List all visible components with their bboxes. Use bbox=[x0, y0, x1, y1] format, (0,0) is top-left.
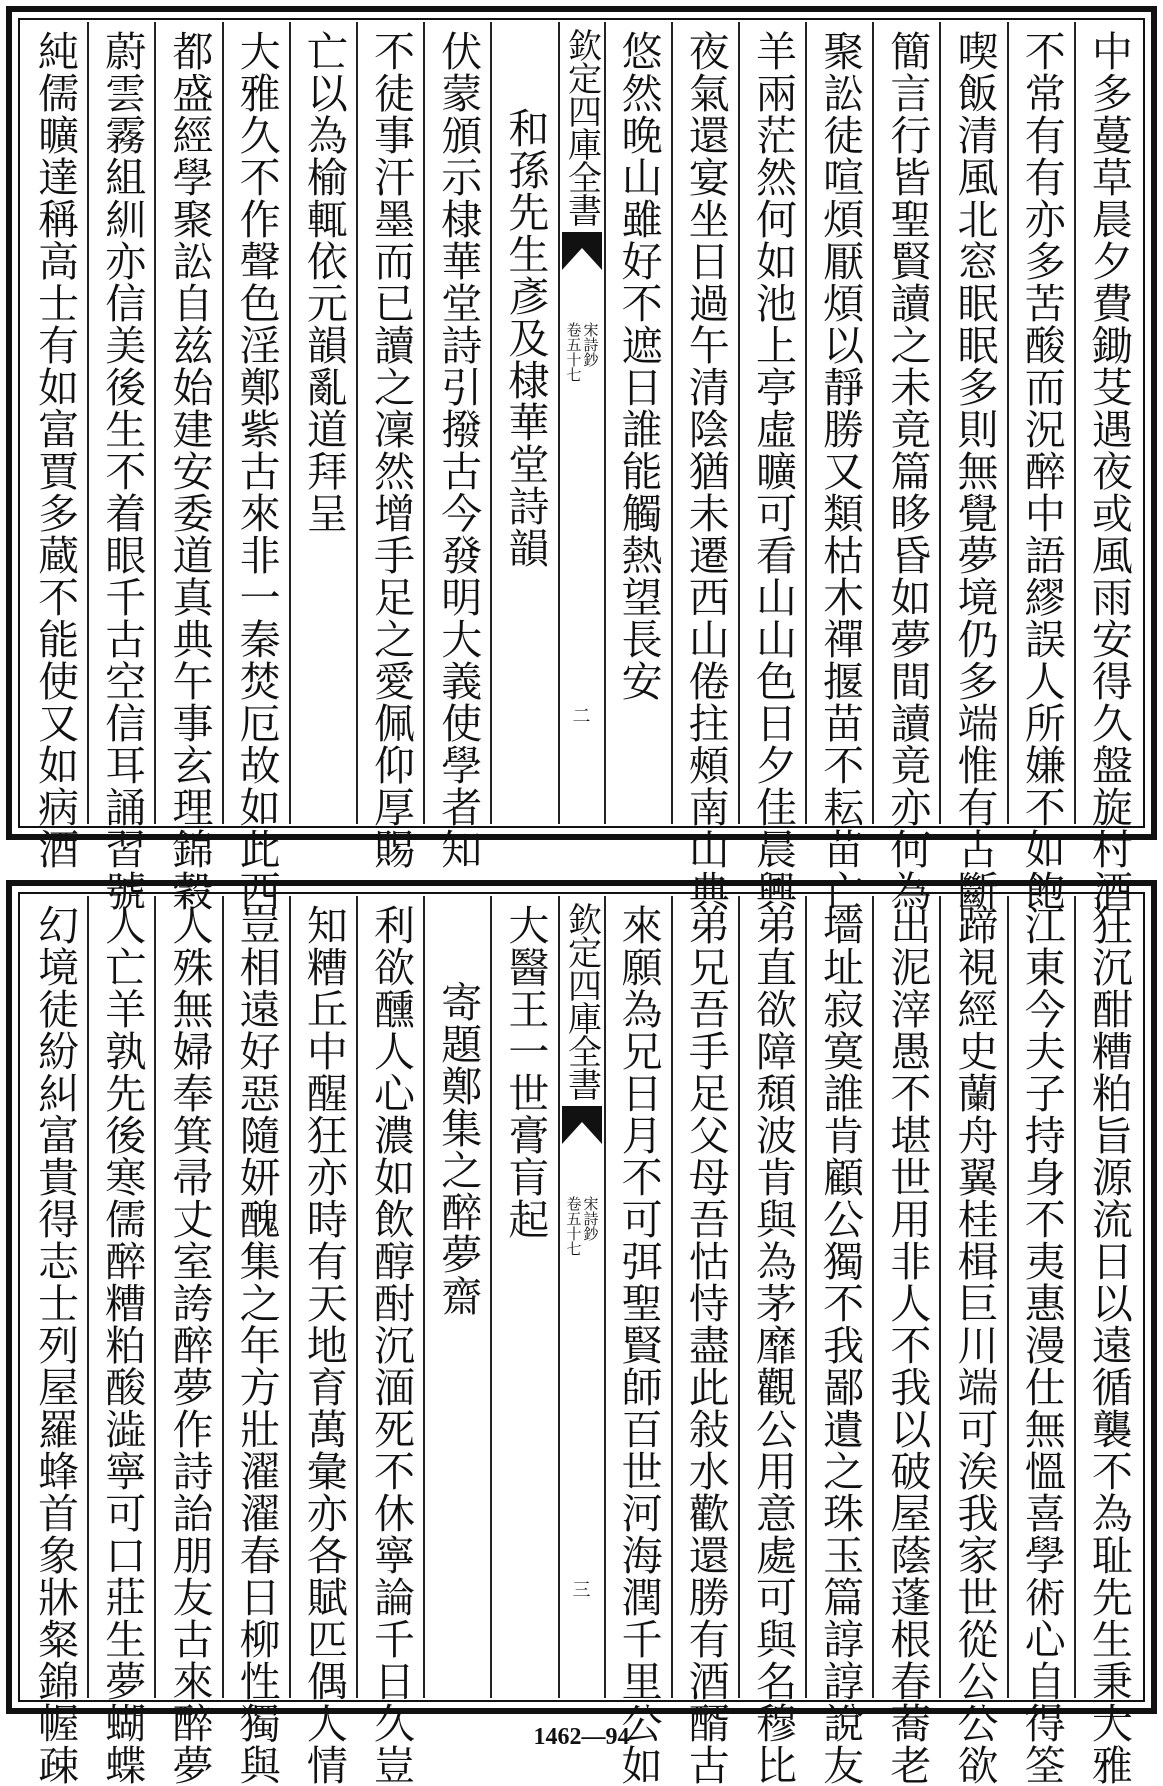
text-column bbox=[872, 896, 939, 1786]
text-column bbox=[154, 22, 221, 912]
text-column bbox=[738, 896, 805, 1786]
text-column bbox=[1074, 896, 1141, 1786]
column-text: 江東今夫子持身不夷惠漫仕無慍喜學術心自得筌 bbox=[1017, 904, 1066, 1786]
text-column bbox=[423, 22, 490, 870]
column-text: 狂沉酣糟粕旨源流日以遠循襲不為耻先生秉大雅 bbox=[1084, 904, 1133, 1786]
text-column bbox=[939, 22, 1006, 912]
column-text: 不常有有亦多苦酸而況醉中語繆誤人所嫌不如飽 bbox=[1017, 30, 1066, 912]
column-text: 墻址寂寞誰肯顧公獨不我鄙遺之珠玉篇諄諄說友 bbox=[816, 904, 865, 1786]
page-number: 三 bbox=[572, 1580, 591, 1601]
text-column bbox=[356, 22, 423, 870]
collection-name: 宋詩鈔 bbox=[581, 1196, 600, 1241]
text-column bbox=[87, 896, 154, 1786]
text-column bbox=[289, 896, 356, 1786]
text-column bbox=[222, 22, 289, 912]
column-text: 弟直欲障頹波肯與為茅靡觀公用意處可與名穆比 bbox=[748, 904, 797, 1786]
text-column bbox=[671, 896, 738, 1786]
column-text: 蹄視經史蘭舟翼桂楫巨川端可涘我家世從公公欲 bbox=[950, 904, 999, 1786]
volume-label bbox=[562, 322, 602, 382]
text-column bbox=[671, 22, 738, 912]
column-text: 都盛經學聚訟自兹始建安委道真典午事玄理錦穀 bbox=[165, 30, 214, 912]
poem-title: 寄題鄭集之醉夢齋 bbox=[434, 981, 483, 1317]
center-fold bbox=[558, 22, 604, 824]
text-column bbox=[805, 22, 872, 912]
text-column bbox=[356, 896, 423, 1786]
book-title: 欽定四庫全書 bbox=[561, 902, 602, 1100]
column-text: 利欲醺人心濃如飲醇酎沉湎死不休寧論千日久豈 bbox=[367, 904, 416, 1786]
text-column bbox=[289, 22, 356, 824]
page-footer-number: 1462—94 bbox=[533, 1724, 630, 1750]
text-column bbox=[1007, 896, 1074, 1786]
text-column bbox=[154, 896, 221, 1786]
poem-title-column bbox=[490, 22, 557, 824]
text-column bbox=[490, 896, 557, 1698]
column-text: 大醫王一世膏肓起 bbox=[501, 904, 550, 1240]
column-text: 人殊無婦奉箕帚丈室誇醉夢作詩詒朋友古來醉夢 bbox=[165, 904, 214, 1786]
column-text: 人亡羊孰先後寒儒醉糟粕酸澁寧可口莊生夢蝴蝶 bbox=[98, 904, 147, 1786]
center-fold bbox=[558, 896, 604, 1698]
poem-title-column bbox=[423, 896, 490, 1698]
page-number: 二 bbox=[572, 706, 591, 727]
poem-title: 和孫先生彥及棣華堂詩韻 bbox=[501, 107, 550, 569]
column-text: 聚訟徒喧煩厭煩以靜勝又類枯木禪揠苗不耘苗亡 bbox=[816, 30, 865, 912]
volume-label bbox=[562, 1196, 602, 1256]
column-text: 中多蔓草晨夕費鋤芟遇夜或風雨安得久盤旋村酒 bbox=[1084, 30, 1133, 912]
text-column bbox=[22, 896, 87, 1786]
column-text: 出泥滓愚不堪世用非人不我以破屋蔭蓬根春蕎老 bbox=[883, 904, 932, 1786]
column-text: 豈相遠好惡隨妍醜集之年方壯濯濯春日柳性獨與 bbox=[232, 904, 281, 1786]
text-column bbox=[22, 22, 87, 870]
book-title: 欽定四庫全書 bbox=[561, 28, 602, 226]
column-text: 喫飯清風北窓眠眠多則無覺夢境仍多端惟有古斷 bbox=[950, 30, 999, 912]
column-text: 來願為兄日月不可弭聖賢師百世河海潤千里公如 bbox=[614, 904, 663, 1786]
column-text: 簡言行皆聖賢讀之未竟篇眵昏如夢間讀竟亦何為 bbox=[883, 30, 932, 912]
page-top bbox=[6, 6, 1157, 912]
column-text: 幻境徒紛糾富貴得志士列屋羅蜂首象牀粲錦幄疎 bbox=[31, 904, 80, 1786]
text-column bbox=[604, 22, 671, 824]
column-text: 亡以為榆輒依元韻亂道拜呈 bbox=[299, 30, 348, 534]
column-text: 大雅久不作聲色淫鄭紫古來非一秦焚厄故如此西 bbox=[232, 30, 281, 912]
text-column bbox=[872, 22, 939, 912]
text-column bbox=[805, 896, 872, 1786]
text-column bbox=[1074, 22, 1141, 912]
column-text: 悠然晚山雖好不遮日誰能觸熱望長安 bbox=[614, 30, 663, 702]
column-text: 知糟丘中醒狂亦時有天地育萬彙亦各賦匹偶人情 bbox=[299, 904, 348, 1786]
text-column bbox=[738, 22, 805, 912]
text-column bbox=[87, 22, 154, 912]
fish-tail-mark-icon bbox=[562, 232, 602, 278]
volume-number: 卷五十七 bbox=[564, 322, 583, 382]
collection-name: 宋詩鈔 bbox=[581, 322, 600, 367]
text-column bbox=[604, 896, 671, 1786]
text-column bbox=[1007, 22, 1074, 912]
column-text: 蔚雲霧組紃亦信美後生不着眼千古空信耳誦習號 bbox=[98, 30, 147, 912]
text-column bbox=[939, 896, 1006, 1786]
fish-tail-mark-icon bbox=[562, 1106, 602, 1152]
column-text: 伏蒙頒示棣華堂詩引撥古今發明大義使學者知 bbox=[434, 30, 483, 870]
volume-number: 卷五十七 bbox=[564, 1196, 583, 1256]
text-column bbox=[222, 896, 289, 1786]
column-text: 羊兩茫然何如池上亭虛曠可看山山色日夕佳晨興 bbox=[748, 30, 797, 912]
column-text: 不徒事汗墨而已讀之凜然增手足之愛佩仰厚賜 bbox=[367, 30, 416, 870]
column-text: 純儒曠達稱高士有如富賈多蔵不能使又如病酒 bbox=[31, 30, 80, 870]
column-text: 弟兄吾手足父母吾怙恃盡此敍水歡還勝有酒醑古 bbox=[681, 904, 730, 1786]
column-text: 夜氣還宴坐日過午清陰猶未遷西山倦拄頰南山典 bbox=[681, 30, 730, 912]
